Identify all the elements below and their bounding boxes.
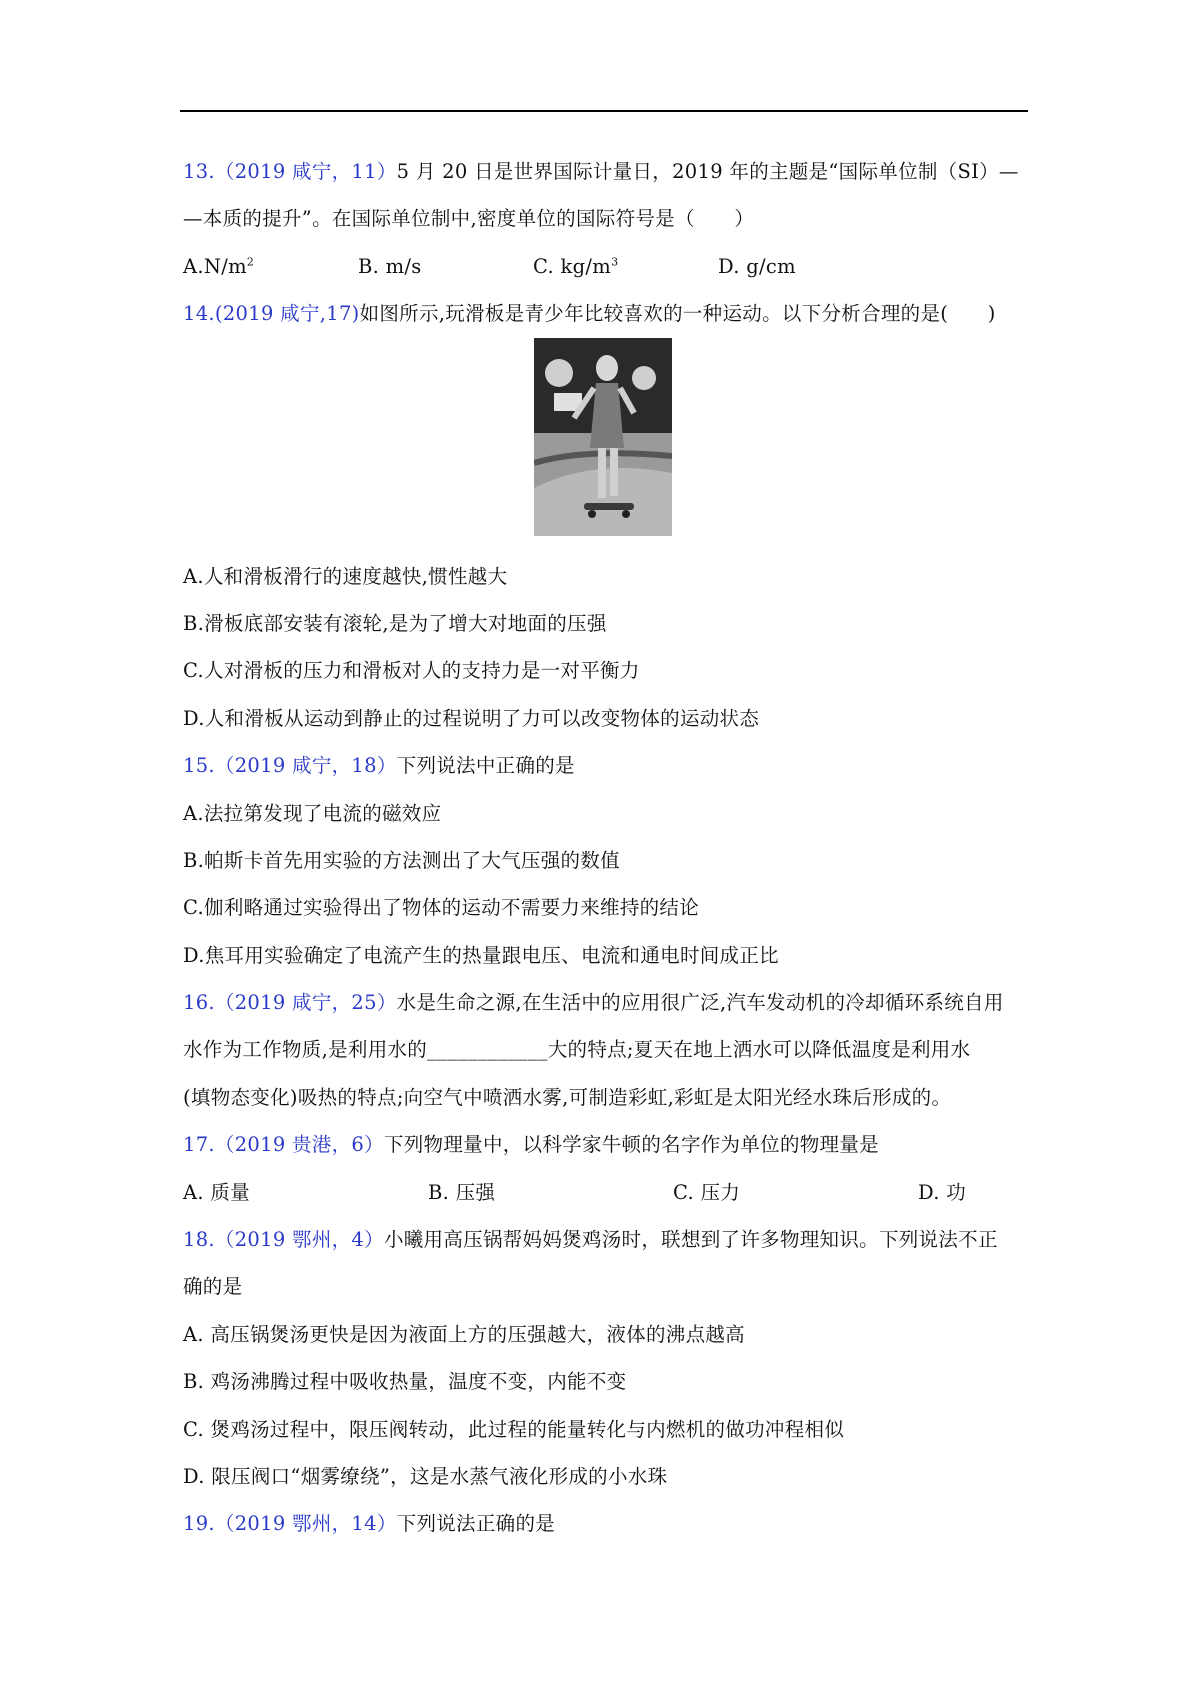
q15-option-d: D.焦耳用实验确定了电流产生的热量跟电压、电流和通电时间成正比 bbox=[183, 943, 779, 967]
q14-stem: 14.(2019 咸宁,17)如图所示,玩滑板是青少年比较喜欢的一种运动。以下分析合理的是( ) bbox=[183, 302, 996, 326]
q16-line1: 16.（2019 咸宁，25）水是生命之源,在生活中的应用很广泛,汽车发动机的冷却循环系统自用 bbox=[183, 991, 1004, 1015]
q13-option-b: B. m/s bbox=[358, 254, 422, 278]
header-rule bbox=[180, 110, 1028, 112]
q13-option-a: $A.N/m^2$ bbox=[183, 254, 255, 278]
q19-stem: 19.（2019 鄂州，14）下列说法正确的是 bbox=[183, 1512, 556, 1536]
q14-source: 14.(2019 咸宁,17) bbox=[183, 302, 360, 326]
q13-option-c: C. $kg/m^3$ bbox=[533, 254, 619, 278]
q15-option-c: C.伽利略通过实验得出了物体的运动不需要力来维持的结论 bbox=[183, 896, 700, 920]
q14-option-b: B.滑板底部安装有滚轮,是为了增大对地面的压强 bbox=[183, 611, 607, 635]
q14-figure bbox=[183, 338, 1031, 553]
q15-source: 15.（2019 咸宁，18） bbox=[183, 754, 397, 778]
q13-option-d: D. g/cm bbox=[718, 254, 796, 278]
q16-blank: ____________ bbox=[427, 1038, 548, 1062]
q13-source: 13.（2019 咸宁，11） bbox=[183, 160, 397, 183]
q18-option-d: D. 限压阀口“烟雾缭绕”，这是水蒸气液化形成的小水珠 bbox=[183, 1464, 668, 1488]
q13-line1: 13.（2019 咸宁，11）5 月 20 日是世界国际计量日，2019 年的主题是“国际单位制（SI）— bbox=[183, 160, 1019, 183]
q17-option-c: C. 压力 bbox=[673, 1180, 741, 1204]
q16-line2: 水作为工作物质,是利用水的____________大的特点;夏天在地上洒水可以降低温度是利用水 bbox=[183, 1038, 971, 1062]
q15-option-a: A.法拉第发现了电流的磁效应 bbox=[183, 801, 442, 825]
q14-option-c: C.人对滑板的压力和滑板对人的支持力是一对平衡力 bbox=[183, 659, 640, 683]
q17-stem: 17.（2019 贵港，6）下列物理量中，以科学家牛顿的名字作为单位的物理量是 bbox=[183, 1133, 879, 1157]
q18-option-c: C. 煲鸡汤过程中，限压阀转动，此过程的能量转化与内燃机的做功冲程相似 bbox=[183, 1417, 845, 1441]
q17-option-b: B. 压强 bbox=[428, 1180, 496, 1204]
q18-option-a: A. 高压锅煲汤更快是因为液面上方的压强越大，液体的沸点越高 bbox=[183, 1322, 745, 1346]
q17-option-d: D. 功 bbox=[918, 1180, 967, 1204]
q18-line2: 确的是 bbox=[183, 1275, 243, 1299]
q13-options bbox=[183, 243, 1031, 290]
q14-option-a: A.人和滑板滑行的速度越快,惯性越大 bbox=[183, 564, 508, 588]
q14-option-d: D.人和滑板从运动到静止的过程说明了力可以改变物体的运动状态 bbox=[183, 706, 760, 730]
document-body bbox=[183, 148, 1031, 1548]
q15-option-b: B.帕斯卡首先用实验的方法测出了大气压强的数值 bbox=[183, 848, 620, 872]
q15-stem: 15.（2019 咸宁，18）下列说法中正确的是 bbox=[183, 754, 575, 778]
q13-line2: —本质的提升”。在国际单位制中,密度单位的国际符号是（ ） bbox=[183, 207, 755, 231]
q16-source: 16.（2019 咸宁，25） bbox=[183, 991, 397, 1015]
q18-option-b: B. 鸡汤沸腾过程中吸收热量，温度不变，内能不变 bbox=[183, 1370, 627, 1394]
q17-option-a: A. 质量 bbox=[183, 1180, 250, 1204]
q18-source: 18.（2019 鄂州，4） bbox=[183, 1228, 384, 1252]
q19-source: 19.（2019 鄂州，14） bbox=[183, 1512, 397, 1536]
q16-line3: (填物态变化)吸热的特点;向空气中喷洒水雾,可制造彩虹,彩虹是太阳光经水珠后形成的。 bbox=[183, 1085, 952, 1109]
q17-source: 17.（2019 贵港，6） bbox=[183, 1133, 384, 1157]
skateboard-photo bbox=[534, 338, 672, 536]
q17-options bbox=[183, 1169, 1031, 1216]
q18-line1: 18.（2019 鄂州，4）小曦用高压锅帮妈妈煲鸡汤时，联想到了许多物理知识。下列说法不正 bbox=[183, 1228, 998, 1252]
